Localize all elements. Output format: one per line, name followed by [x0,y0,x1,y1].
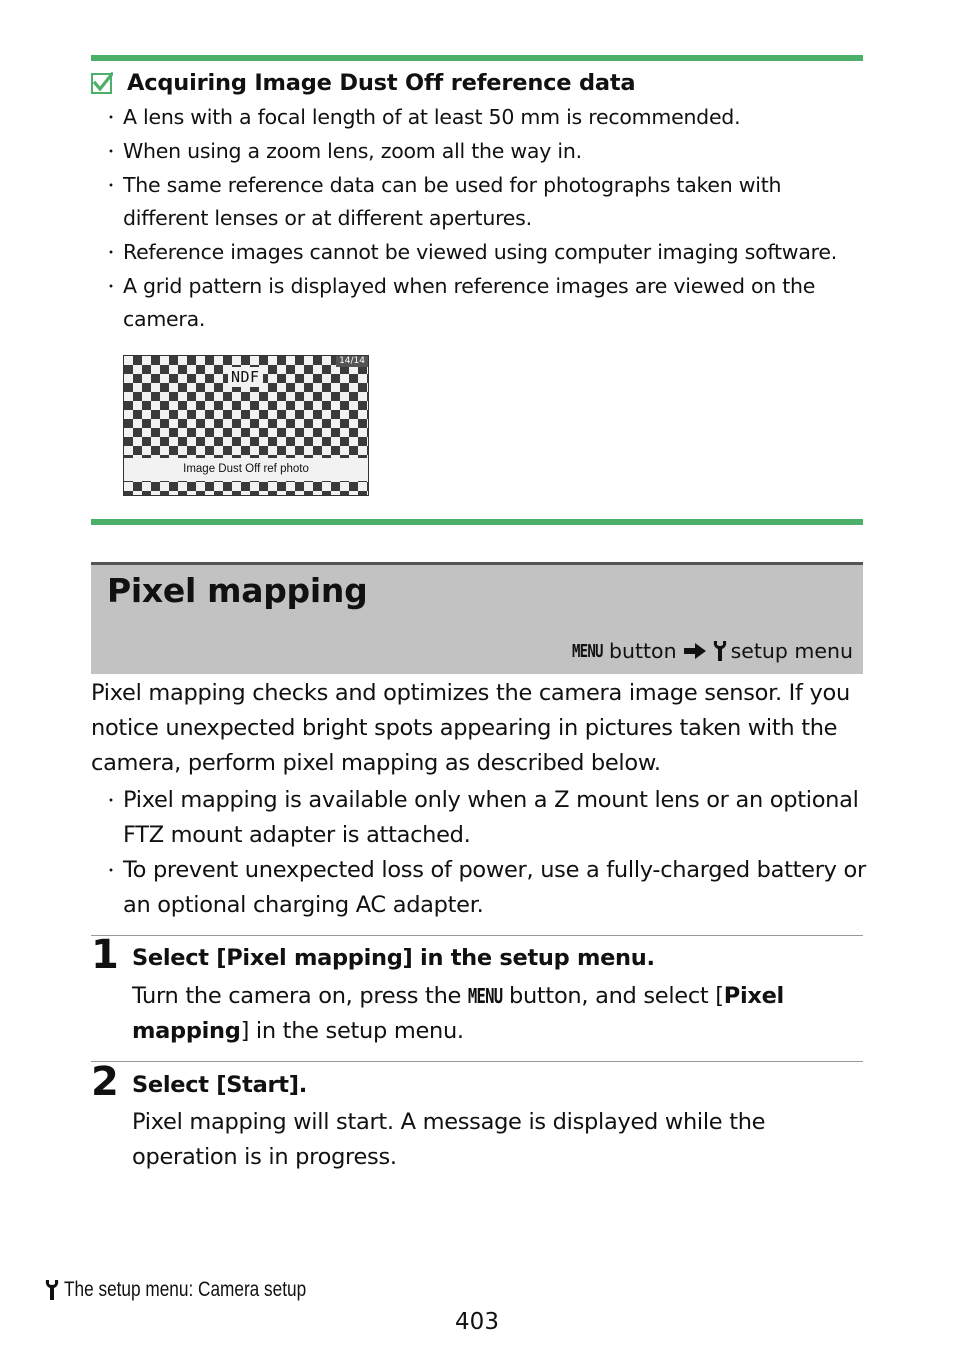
step-title: Select [Start]. [132,1072,307,1098]
menu-key-label: MENU [571,640,603,662]
list-item: ・ Pixel mapping is available only when a Z mount lens or an optional FTZ mount adapter is attached. [103,787,859,848]
page-number: 403 [455,1309,499,1335]
step-divider [91,1061,863,1062]
list-item: ・ The same reference data can be used for photographs taken with different lenses or at different apertures. [103,173,782,230]
list-item: ・ To prevent unexpected loss of power, use a fully-charged battery or an optional charging AC adapter. [103,857,866,918]
step-divider [91,935,863,936]
step-number: 1 [91,932,119,978]
menu-button-word: button [608,639,677,663]
screen-caption: Image Dust Off ref photo [124,458,368,481]
note-top-rule [91,55,863,61]
list-item: ・ Reference images cannot be viewed using computer imaging software. [103,240,837,264]
intro-paragraph: Pixel mapping checks and optimizes the camera image sensor. If you notice unexpected bright spots appearing in pictures taken with the camera, perform pixel mapping as described below. [91,680,850,776]
note-heading [91,66,635,100]
footer-breadcrumb-link[interactable]: The setup menu: Camera setup [64,1278,307,1301]
step-body: Turn the camera on, press the MENU button, and select [Pixel mapping] in the setup menu. [132,979,867,1049]
note-bottom-rule [91,519,863,525]
wrench-icon [45,1279,59,1301]
list-item: ・ A lens with a focal length of at least 50 mm is recommended. [103,105,741,129]
menu-path [572,639,853,663]
right-arrow-icon [683,642,707,660]
dust-off-reference-screen [123,355,369,496]
list-item: ・ When using a zoom lens, zoom all the way in. [103,139,582,163]
menu-key-label: MENU [467,984,503,1008]
note-bullet-list [91,101,871,336]
section-header [91,562,863,674]
section-title: Pixel mapping [107,571,368,610]
footer-breadcrumb[interactable] [45,1278,359,1302]
checkmark-icon [91,72,113,94]
step-title: Select [Pixel mapping] in the setup menu. [132,945,655,971]
list-item: ・ A grid pattern is displayed when reference images are viewed on the camera. [103,274,816,331]
step-body: Pixel mapping will start. A message is displayed while the operation is in progress. [132,1109,766,1170]
image-counter: 14/14 [336,356,368,367]
wrench-icon [713,640,727,662]
intro-bullet-list [91,783,871,923]
step-number: 2 [91,1059,119,1105]
note-title: Acquiring Image Dust Off reference data [127,70,636,96]
ndf-label: NDF [228,367,263,387]
menu-name: setup menu [730,639,853,663]
